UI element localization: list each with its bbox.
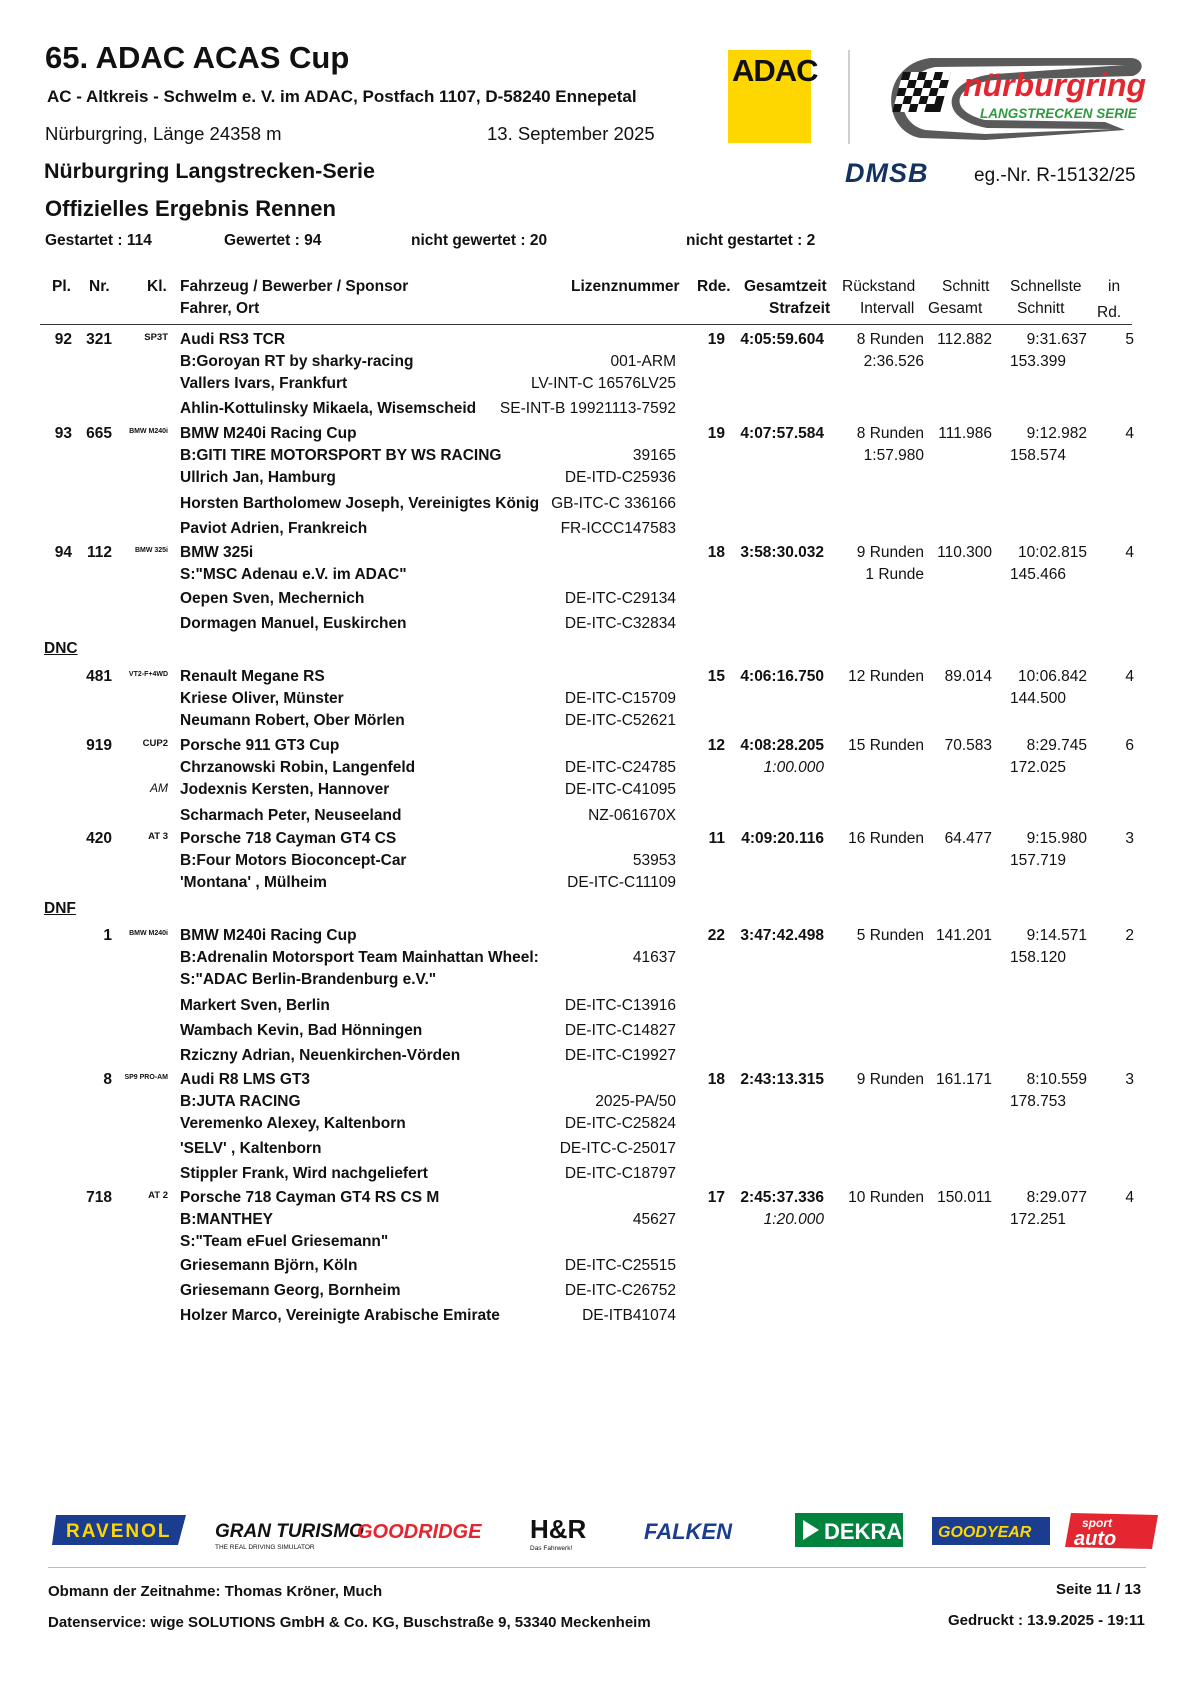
fastest-lap-avg: 144.500 bbox=[1010, 690, 1067, 707]
fastest-lap: 10:06.842 bbox=[1018, 668, 1087, 685]
col-interval: Intervall bbox=[860, 300, 915, 317]
penalty-time: 1:00.000 bbox=[763, 759, 824, 776]
vehicle-name: Porsche 718 Cayman GT4 RS CS M bbox=[180, 1189, 440, 1206]
license-number: DE-ITC-C13916 bbox=[564, 997, 676, 1014]
class-label: BMW M240i bbox=[129, 930, 168, 937]
license-number: DE-ITC-C-25017 bbox=[559, 1140, 676, 1157]
svg-text:sport: sport bbox=[1082, 1516, 1112, 1530]
col-gap: Rückstand bbox=[842, 278, 916, 295]
registration-number: eg.-Nr. R-15132/25 bbox=[974, 165, 1136, 186]
license-number: DE-ITD-C25936 bbox=[564, 469, 676, 486]
class-label: SP3T bbox=[144, 332, 168, 343]
svg-text:auto: auto bbox=[1074, 1528, 1117, 1550]
dataservice: Datenservice: wige SOLUTIONS GmbH & Co. KG, Buschstraße 9, 53340 Meckenheim bbox=[48, 1614, 651, 1631]
vehicle-name: Porsche 718 Cayman GT4 CS bbox=[180, 830, 397, 847]
fastest-lap-round: 4 bbox=[1125, 1189, 1134, 1206]
entry-detail: Griesemann Björn, Köln bbox=[180, 1257, 358, 1274]
section-label: DNF bbox=[44, 900, 76, 917]
laps: 22 bbox=[707, 927, 725, 944]
total-time: 4:05:59.604 bbox=[740, 331, 824, 348]
laps: 19 bbox=[707, 425, 725, 442]
license-number: 39165 bbox=[632, 447, 676, 464]
interval: 1 Runde bbox=[865, 566, 924, 583]
stat-not-started: nicht gestartet : 2 bbox=[686, 232, 816, 249]
entry-detail: Veremenko Alexey, Kaltenborn bbox=[180, 1115, 406, 1132]
svg-text:GOODYEAR: GOODYEAR bbox=[938, 1524, 1032, 1541]
timekeeper: Obmann der Zeitnahme: Thomas Kröner, Much bbox=[48, 1583, 383, 1600]
stat-started: Gestartet : 114 bbox=[45, 232, 152, 249]
fastest-lap-round: 3 bbox=[1125, 830, 1134, 847]
gap: 15 Runden bbox=[848, 737, 924, 754]
sponsor-strip bbox=[52, 1507, 1158, 1555]
license-number: 53953 bbox=[632, 852, 676, 869]
col-laps: Rde. bbox=[697, 278, 731, 295]
license-number: DE-ITC-C25515 bbox=[564, 1257, 676, 1274]
entry-detail: Holzer Marco, Vereinigte Arabische Emirate bbox=[180, 1307, 500, 1324]
license-number: LV-INT-C 16576LV25 bbox=[530, 375, 676, 392]
license-number: DE-ITC-C15709 bbox=[564, 690, 676, 707]
license-number: GB-ITC-C 336166 bbox=[551, 495, 676, 512]
fastest-lap: 8:29.745 bbox=[1026, 737, 1087, 754]
logo-divider bbox=[848, 50, 850, 144]
col-nr: Nr. bbox=[89, 278, 110, 295]
place: 93 bbox=[54, 425, 72, 442]
entry-detail: Neumann Robert, Ober Mörlen bbox=[180, 712, 405, 729]
entry-detail: S:"Team eFuel Griesemann" bbox=[180, 1233, 389, 1250]
fastest-lap-round: 3 bbox=[1125, 1071, 1134, 1088]
class-label: SP9 PRO-AM bbox=[124, 1074, 168, 1081]
license-number: DE-ITC-C14827 bbox=[564, 1022, 676, 1039]
license-number: 41637 bbox=[632, 949, 676, 966]
gran-turismo-logo bbox=[215, 1521, 364, 1551]
entry-detail: Dormagen Manuel, Euskirchen bbox=[180, 615, 407, 632]
fastest-lap-avg: 178.753 bbox=[1010, 1093, 1067, 1110]
avg-speed: 161.171 bbox=[935, 1071, 992, 1088]
falken-logo: FALKEN bbox=[644, 1519, 732, 1544]
nurburgring-logo bbox=[875, 50, 1150, 145]
license-number: 001-ARM bbox=[610, 353, 676, 370]
laps: 18 bbox=[707, 544, 725, 561]
laps: 11 bbox=[708, 830, 725, 847]
car-number: 420 bbox=[86, 830, 112, 847]
result-title: Offizielles Ergebnis Rennen bbox=[45, 196, 336, 221]
svg-text:DEKRA: DEKRA bbox=[824, 1519, 903, 1544]
class-label: BMW M240i bbox=[129, 428, 168, 435]
license-number: DE-ITC-C24785 bbox=[564, 759, 676, 776]
total-time: 4:07:57.584 bbox=[740, 425, 824, 442]
entry-detail: Oepen Sven, Mechernich bbox=[180, 590, 365, 607]
avg-speed: 141.201 bbox=[935, 927, 992, 944]
license-number: NZ-061670X bbox=[588, 807, 676, 824]
col-in: in bbox=[1108, 278, 1121, 295]
fastest-lap-round: 4 bbox=[1125, 425, 1134, 442]
col-fastest-avg: Schnitt bbox=[1017, 300, 1065, 317]
col-vehicle: Fahrzeug / Bewerber / Sponsor bbox=[180, 278, 409, 295]
footer-rule bbox=[48, 1567, 1146, 1568]
entry-detail: Griesemann Georg, Bornheim bbox=[180, 1282, 401, 1299]
license-number: DE-ITC-C52621 bbox=[564, 712, 676, 729]
fastest-lap: 8:10.559 bbox=[1026, 1071, 1087, 1088]
license-number: FR-ICCC147583 bbox=[560, 520, 676, 537]
fastest-lap-round: 6 bbox=[1125, 737, 1134, 754]
printed-timestamp: Gedruckt : 13.9.2025 - 19:11 bbox=[948, 1612, 1145, 1629]
laps: 17 bbox=[707, 1189, 725, 1206]
gap: 8 Runden bbox=[856, 425, 924, 442]
license-number: DE-ITC-C25824 bbox=[564, 1115, 676, 1132]
fastest-lap-avg: 145.466 bbox=[1010, 566, 1067, 583]
license-number: DE-ITB41074 bbox=[582, 1307, 676, 1324]
avg-speed: 111.986 bbox=[938, 425, 992, 442]
col-pl: Pl. bbox=[52, 278, 71, 295]
entry-detail: Kriese Oliver, Münster bbox=[180, 690, 344, 707]
class-label: VT2-F+4WD bbox=[128, 671, 168, 678]
fastest-lap: 8:29.077 bbox=[1026, 1189, 1087, 1206]
fastest-lap-avg: 172.025 bbox=[1010, 759, 1067, 776]
col-total-time: Gesamtzeit bbox=[744, 278, 827, 295]
license-number: DE-ITC-C26752 bbox=[564, 1282, 676, 1299]
col-fastest: Schnellste bbox=[1010, 278, 1082, 295]
gap: 9 Runden bbox=[856, 544, 924, 561]
gap: 16 Runden bbox=[848, 830, 924, 847]
ravenol-logo bbox=[52, 1515, 186, 1545]
entry-detail: B:MANTHEY bbox=[180, 1211, 273, 1228]
car-number: 718 bbox=[86, 1189, 112, 1206]
fastest-lap-avg: 157.719 bbox=[1010, 852, 1067, 869]
car-number: 919 bbox=[86, 737, 112, 754]
license-number: 2025-PA/50 bbox=[595, 1093, 676, 1110]
avg-speed: 89.014 bbox=[944, 668, 992, 685]
class-label: AT 2 bbox=[148, 1190, 168, 1201]
svg-text:LANGSTRECKEN SERIE: LANGSTRECKEN SERIE bbox=[980, 106, 1137, 121]
license-number: 45627 bbox=[632, 1211, 676, 1228]
entry-detail: Ullrich Jan, Hamburg bbox=[180, 469, 336, 486]
event-date: 13. September 2025 bbox=[487, 123, 655, 144]
header-rule bbox=[40, 324, 1132, 325]
laps: 15 bbox=[707, 668, 725, 685]
col-license: Lizenznummer bbox=[571, 278, 680, 295]
entry-detail: Markert Sven, Berlin bbox=[180, 997, 330, 1014]
entry-detail: B:Four Motors Bioconcept-Car bbox=[180, 852, 407, 869]
venue: Nürburgring, Länge 24358 m bbox=[45, 123, 282, 144]
license-number: DE-ITC-C11109 bbox=[567, 874, 676, 891]
interval: 1:57.980 bbox=[863, 447, 924, 464]
goodridge-logo: GOODRIDGE bbox=[357, 1521, 482, 1543]
col-rd: Rd. bbox=[1097, 304, 1122, 321]
car-number: 1 bbox=[103, 927, 112, 944]
vehicle-name: BMW M240i Racing Cup bbox=[180, 927, 357, 944]
driver-tag: AM bbox=[150, 781, 168, 795]
license-number: DE-ITC-C41095 bbox=[564, 781, 676, 798]
sport-auto-logo bbox=[1065, 1513, 1158, 1550]
license-number: DE-ITC-C29134 bbox=[564, 590, 676, 607]
fastest-lap-avg: 158.574 bbox=[1010, 447, 1067, 464]
laps: 18 bbox=[707, 1071, 725, 1088]
fastest-lap: 10:02.815 bbox=[1018, 544, 1087, 561]
gap: 10 Runden bbox=[848, 1189, 924, 1206]
license-number: DE-ITC-C18797 bbox=[564, 1165, 676, 1182]
vehicle-name: Renault Megane RS bbox=[180, 668, 325, 685]
entry-detail: Jodexnis Kersten, Hannover bbox=[180, 781, 390, 798]
entry-detail: Ahlin-Kottulinsky Mikaela, Wisemscheid bbox=[180, 400, 477, 417]
goodyear-logo bbox=[932, 1517, 1050, 1545]
license-number: DE-ITC-C32834 bbox=[564, 615, 676, 632]
svg-text:Das Fahrwerk!: Das Fahrwerk! bbox=[530, 1545, 573, 1552]
entry-detail: S:"ADAC Berlin-Brandenburg e.V." bbox=[180, 971, 437, 988]
car-number: 112 bbox=[86, 544, 112, 561]
fastest-lap-avg: 153.399 bbox=[1010, 353, 1067, 370]
license-number: DE-ITC-C19927 bbox=[564, 1047, 676, 1064]
fastest-lap: 9:15.980 bbox=[1026, 830, 1087, 847]
car-number: 481 bbox=[86, 668, 112, 685]
fastest-lap: 9:31.637 bbox=[1026, 331, 1087, 348]
col-avg-total: Gesamt bbox=[928, 300, 983, 317]
fastest-lap-round: 2 bbox=[1125, 927, 1134, 944]
total-time: 2:43:13.315 bbox=[740, 1071, 824, 1088]
interval: 2:36.526 bbox=[863, 353, 924, 370]
svg-text:RAVENOL: RAVENOL bbox=[66, 1521, 172, 1542]
laps: 12 bbox=[707, 737, 725, 754]
car-number: 8 bbox=[103, 1071, 112, 1088]
vehicle-name: Audi RS3 TCR bbox=[180, 331, 286, 348]
fastest-lap-avg: 158.120 bbox=[1010, 949, 1067, 966]
total-time: 4:09:20.116 bbox=[741, 830, 824, 847]
vehicle-name: Audi R8 LMS GT3 bbox=[180, 1071, 311, 1088]
svg-text:GRAN TURISMO: GRAN TURISMO bbox=[215, 1521, 364, 1542]
total-time: 4:06:16.750 bbox=[740, 668, 824, 685]
entry-detail: B:Adrenalin Motorsport Team Mainhattan Wheel: bbox=[180, 949, 539, 966]
entry-detail: S:"MSC Adenau e.V. im ADAC" bbox=[180, 566, 407, 583]
total-time: 4:08:28.205 bbox=[740, 737, 824, 754]
avg-speed: 64.477 bbox=[944, 830, 992, 847]
avg-speed: 110.300 bbox=[937, 544, 992, 561]
svg-text:THE REAL DRIVING SIMULATOR: THE REAL DRIVING SIMULATOR bbox=[215, 1544, 315, 1551]
entry-detail: B:Goroyan RT by sharky-racing bbox=[180, 353, 414, 370]
entry-detail: Chrzanowski Robin, Langenfeld bbox=[180, 759, 416, 776]
place: 92 bbox=[54, 331, 72, 348]
gap: 8 Runden bbox=[856, 331, 924, 348]
dmsb-logo: DMSB bbox=[845, 158, 929, 188]
car-number: 321 bbox=[86, 331, 112, 348]
avg-speed: 150.011 bbox=[937, 1189, 992, 1206]
class-label: BMW 325i bbox=[134, 547, 168, 554]
penalty-time: 1:20.000 bbox=[763, 1211, 824, 1228]
entry-detail: Paviot Adrien, Frankreich bbox=[180, 520, 368, 537]
gap: 9 Runden bbox=[856, 1071, 924, 1088]
place: 94 bbox=[54, 544, 72, 561]
entry-detail: 'SELV' , Kaltenborn bbox=[180, 1140, 322, 1157]
entry-detail: Vallers Ivars, Frankfurt bbox=[180, 375, 348, 392]
entry-detail: Wambach Kevin, Bad Hönningen bbox=[180, 1022, 423, 1039]
stat-classified: Gewertet : 94 bbox=[224, 232, 322, 249]
total-time: 2:45:37.336 bbox=[740, 1189, 824, 1206]
entry-detail: Scharmach Peter, Neuseeland bbox=[180, 807, 402, 824]
license-number: SE-INT-B 19921113-7592 bbox=[499, 400, 676, 417]
vehicle-name: BMW M240i Racing Cup bbox=[180, 425, 357, 442]
entry-detail: 'Montana' , Mülheim bbox=[180, 874, 327, 891]
avg-speed: 70.583 bbox=[944, 737, 992, 754]
section-label: DNC bbox=[44, 640, 78, 657]
entry-detail: B:JUTA RACING bbox=[180, 1093, 301, 1110]
fastest-lap-avg: 172.251 bbox=[1010, 1211, 1067, 1228]
page-number: Seite 11 / 13 bbox=[1056, 1581, 1142, 1598]
series-name: Nürburgring Langstrecken-Serie bbox=[44, 159, 375, 183]
vehicle-name: Porsche 911 GT3 Cup bbox=[180, 737, 340, 754]
event-title: 65. ADAC ACAS Cup bbox=[45, 40, 350, 75]
gap: 12 Runden bbox=[848, 668, 924, 685]
laps: 19 bbox=[707, 331, 725, 348]
total-time: 3:47:42.498 bbox=[740, 927, 824, 944]
svg-text:nürburgring: nürburgring bbox=[963, 67, 1147, 103]
hr-logo bbox=[530, 1514, 587, 1552]
entry-detail: Stippler Frank, Wird nachgeliefert bbox=[180, 1165, 428, 1182]
class-label: AT 3 bbox=[148, 831, 168, 842]
svg-text:H&R: H&R bbox=[530, 1514, 587, 1544]
class-label: CUP2 bbox=[142, 738, 168, 749]
avg-speed: 112.882 bbox=[937, 331, 992, 348]
stat-not-classified: nicht gewertet : 20 bbox=[411, 232, 548, 249]
col-avg: Schnitt bbox=[942, 278, 990, 295]
gap: 5 Runden bbox=[856, 927, 924, 944]
fastest-lap-round: 4 bbox=[1125, 668, 1134, 685]
dekra-logo bbox=[795, 1513, 903, 1547]
organizer-club: AC - Altkreis - Schwelm e. V. im ADAC, Postfach 1107, D-58240 Ennepetal bbox=[47, 87, 637, 106]
entry-detail: B:GITI TIRE MOTORSPORT BY WS RACING bbox=[180, 447, 502, 464]
vehicle-name: BMW 325i bbox=[180, 544, 254, 561]
fastest-lap-round: 5 bbox=[1125, 331, 1134, 348]
fastest-lap-round: 4 bbox=[1125, 544, 1134, 561]
total-time: 3:58:30.032 bbox=[740, 544, 824, 561]
adac-logo: ADAC bbox=[728, 50, 811, 143]
col-driver: Fahrer, Ort bbox=[180, 300, 260, 317]
entry-detail: Horsten Bartholomew Joseph, Vereinigtes König bbox=[180, 495, 540, 512]
fastest-lap: 9:12.982 bbox=[1026, 425, 1087, 442]
fastest-lap: 9:14.571 bbox=[1026, 927, 1087, 944]
entry-detail: Rziczny Adrian, Neuenkirchen-Vörden bbox=[180, 1047, 461, 1064]
col-penalty: Strafzeit bbox=[769, 300, 831, 317]
car-number: 665 bbox=[86, 425, 112, 442]
col-kl: Kl. bbox=[147, 278, 167, 295]
